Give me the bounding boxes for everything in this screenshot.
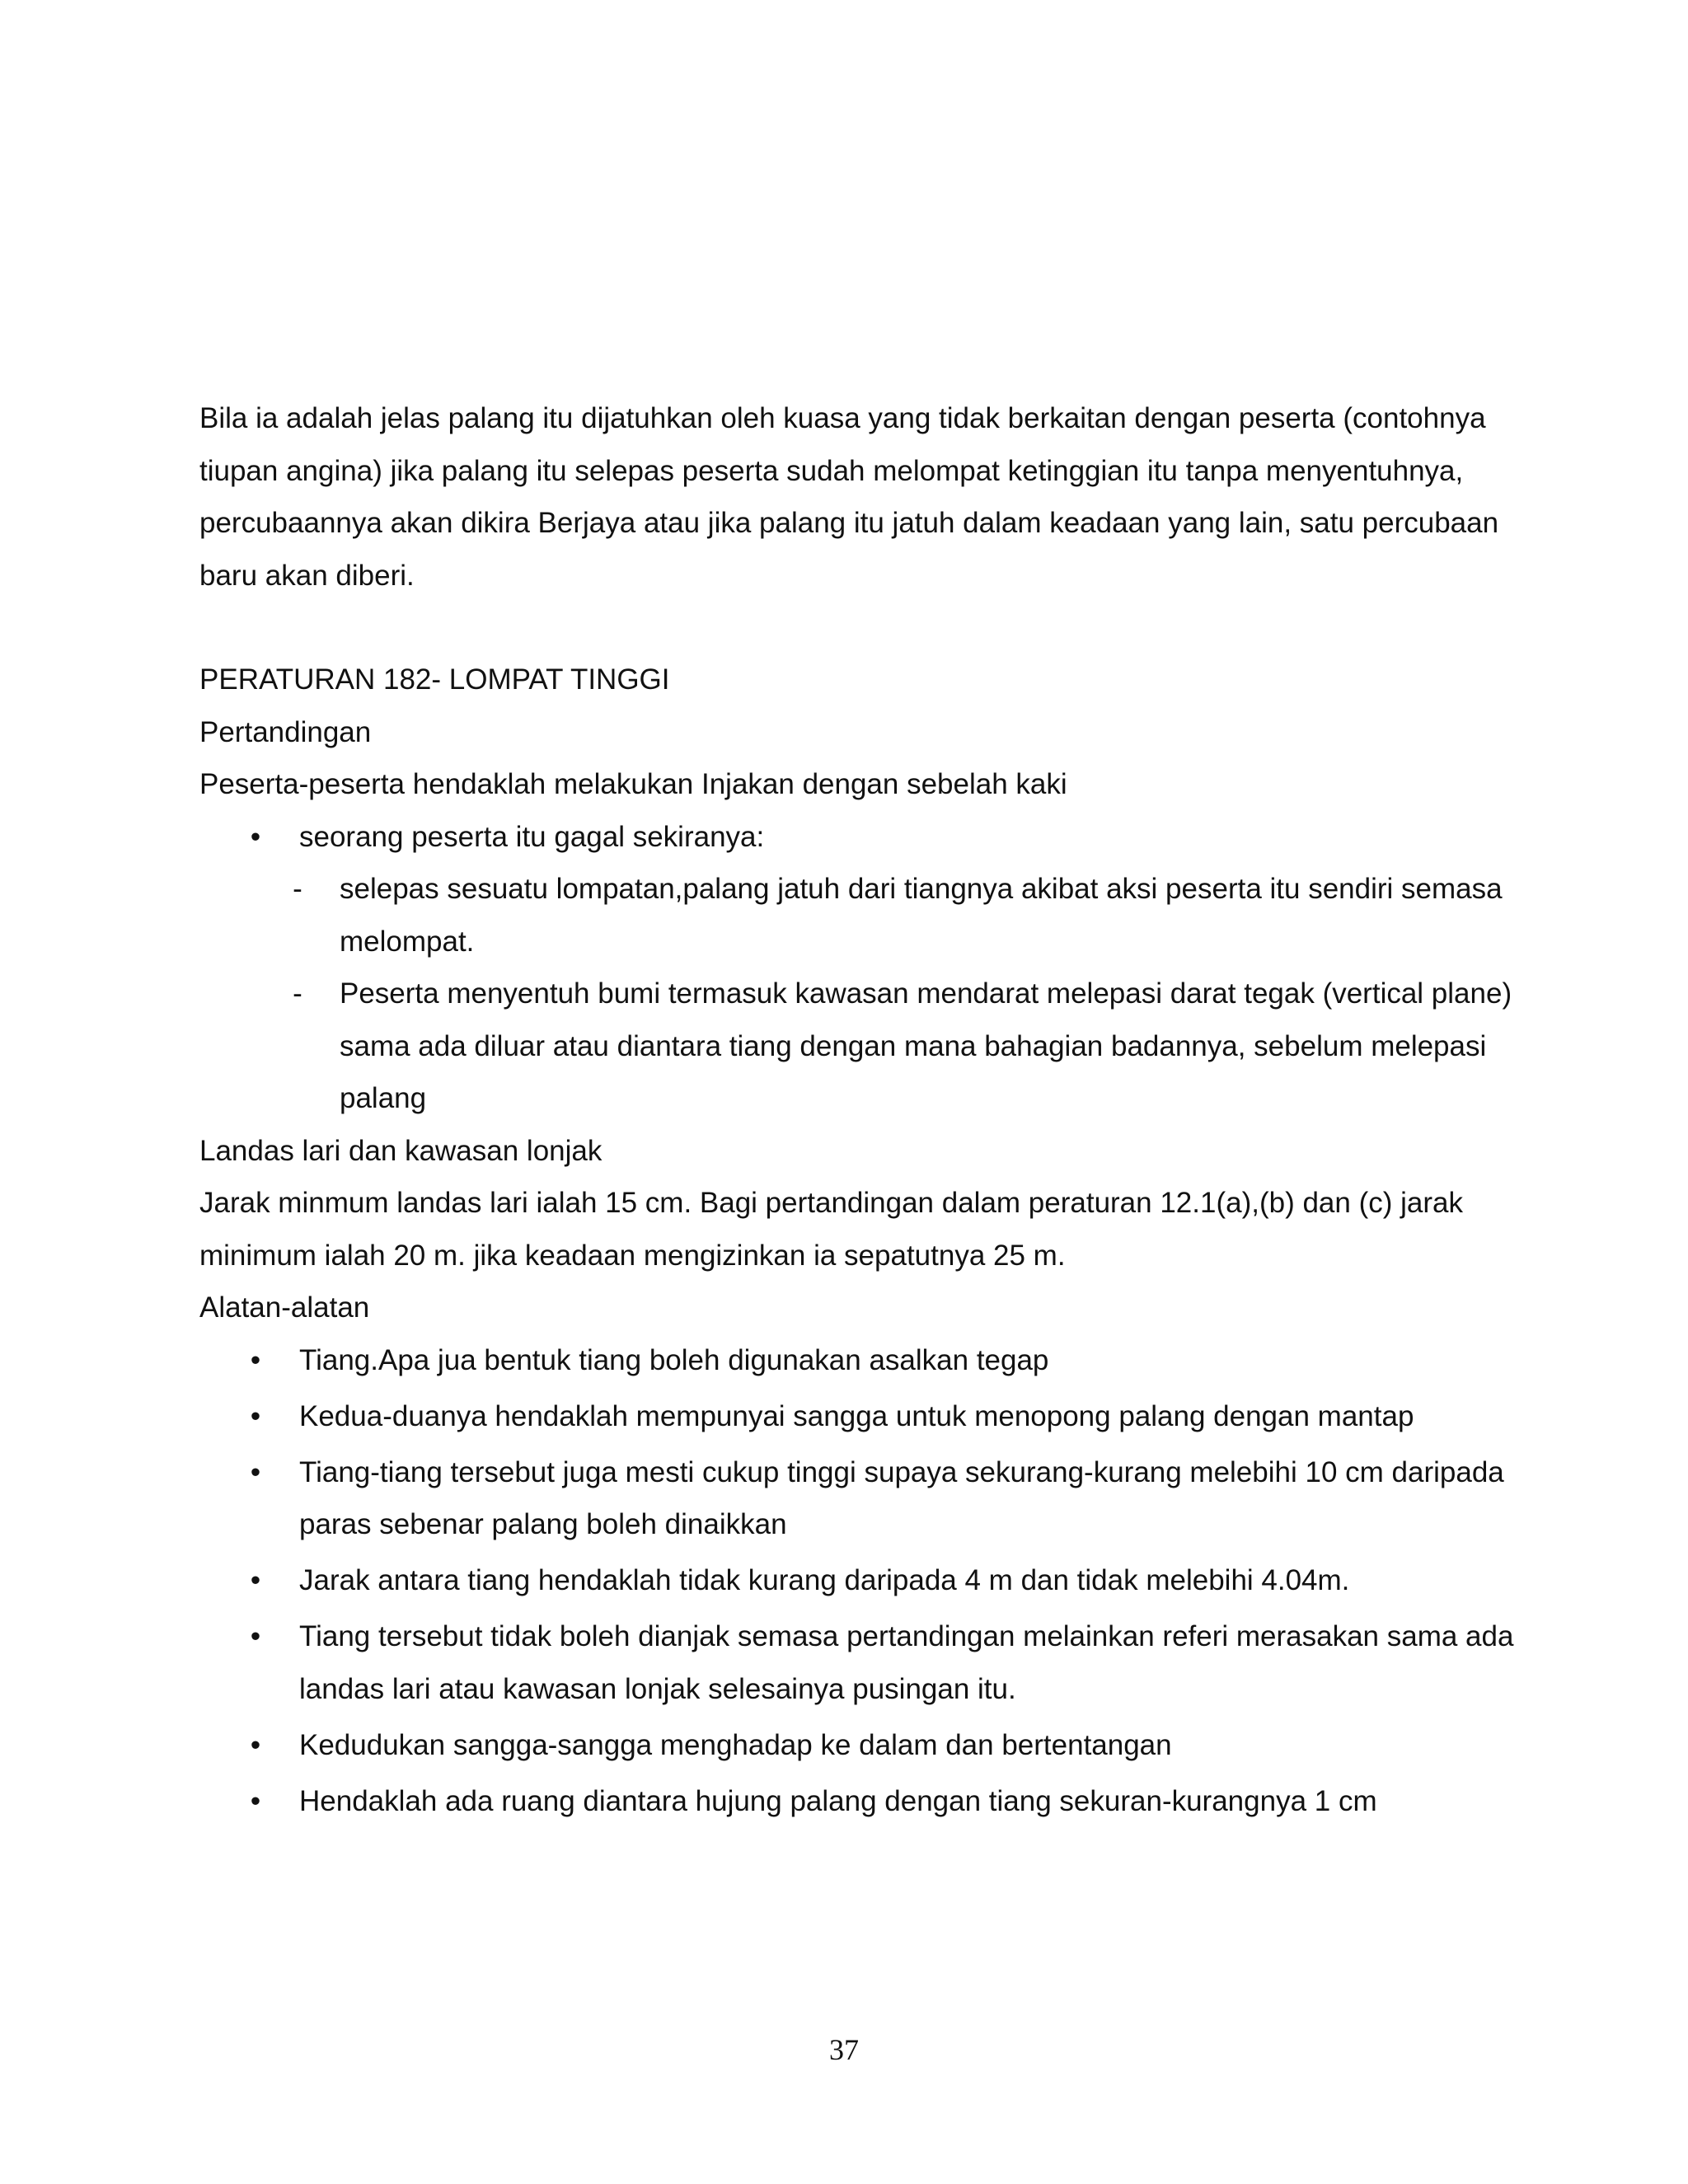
list-item	[199, 863, 1518, 968]
bullet-icon: •	[250, 1620, 261, 1652]
bullet-icon: •	[250, 1728, 261, 1761]
equipment-item-text: Jarak antara tiang hendaklah tidak kurang daripada 4 m dan tidak melebihi 4.04m.	[299, 1564, 1350, 1596]
list-item	[199, 1719, 1518, 1772]
subheading-competition: Pertandingan	[199, 715, 372, 748]
equipment-item-text: Hendaklah ada ruang diantara hujung palang dengan tiang sekuran-kurangnya 1 cm	[299, 1784, 1377, 1817]
intro-paragraph: Bila ia adalah jelas palang itu dijatuhkan oleh kuasa yang tidak berkaitan dengan peserta (contohnya tiupan angina) jika palang itu selepas peserta sudah melompat ketinggian itu tanpa menyentuhnya, percubaannya akan dikira Berjaya atau jika palang itu jatuh dalam keadaan yang lain, satu percubaan baru akan diberi.	[199, 402, 1499, 592]
list-item	[199, 1610, 1518, 1715]
equipment-list	[199, 1334, 1518, 1828]
dash-icon: -	[293, 873, 302, 905]
failure-condition-text: Peserta menyentuh bumi termasuk kawasan mendarat melepasi darat tegak (vertical plane) sama ada diluar atau diantara tiang dengan mana bahagian badannya, sebelum melepasi palang	[340, 977, 1512, 1114]
page-content	[199, 392, 1518, 1831]
bullet-icon: •	[250, 1784, 261, 1817]
subheading-runway: Landas lari dan kawasan lonjak	[199, 1134, 603, 1167]
competition-text: Peserta-peserta hendaklah melakukan Injakan dengan sebelah kaki	[199, 768, 1067, 800]
list-item	[199, 1554, 1518, 1607]
bullet-icon: •	[250, 1399, 261, 1432]
bullet-icon: •	[250, 1564, 261, 1596]
page-number: 37	[829, 2033, 859, 2066]
failure-list	[199, 811, 1518, 864]
equipment-item-text: Tiang-tiang tersebut juga mesti cukup tinggi supaya sekurang-kurang melebihi 10 cm daripada paras sebenar palang boleh dinaikkan	[299, 1455, 1504, 1540]
equipment-item-text: Kedudukan sangga-sangga menghadap ke dalam dan bertentangan	[299, 1728, 1172, 1761]
list-item	[199, 1775, 1518, 1828]
equipment-item-text: Tiang.Apa jua bentuk tiang boleh digunakan asalkan tegap	[299, 1343, 1049, 1376]
list-item	[199, 811, 1518, 864]
bullet-icon: •	[250, 820, 261, 853]
dash-icon: -	[293, 977, 302, 1010]
section-title: PERATURAN 182- LOMPAT TINGGI	[199, 663, 670, 696]
failure-conditions-list	[199, 863, 1518, 1125]
failure-condition-text: selepas sesuatu lompatan,palang jatuh dari tiangnya akibat aksi peserta itu sendiri semasa melompat.	[340, 873, 1503, 958]
list-item	[199, 968, 1518, 1125]
subheading-equipment: Alatan-alatan	[199, 1291, 370, 1324]
equipment-item-text: Tiang tersebut tidak boleh dianjak semasa pertandingan melainkan referi merasakan sama ada landas lari atau kawasan lonjak selesainya pusingan itu.	[299, 1620, 1514, 1705]
list-item	[199, 1334, 1518, 1387]
list-item	[199, 1390, 1518, 1443]
failure-bullet-text: seorang peserta itu gagal sekiranya:	[299, 820, 765, 853]
list-item	[199, 1446, 1518, 1551]
runway-text: Jarak minmum landas lari ialah 15 cm. Bagi pertandingan dalam peraturan 12.1(a),(b) dan (c) jarak minimum ialah 20 m. jika keadaan mengizinkan ia sepatutnya 25 m.	[199, 1187, 1463, 1272]
bullet-icon: •	[250, 1455, 261, 1488]
equipment-item-text: Kedua-duanya hendaklah mempunyai sangga untuk menopong palang dengan mantap	[299, 1399, 1414, 1432]
bullet-icon: •	[250, 1343, 261, 1376]
